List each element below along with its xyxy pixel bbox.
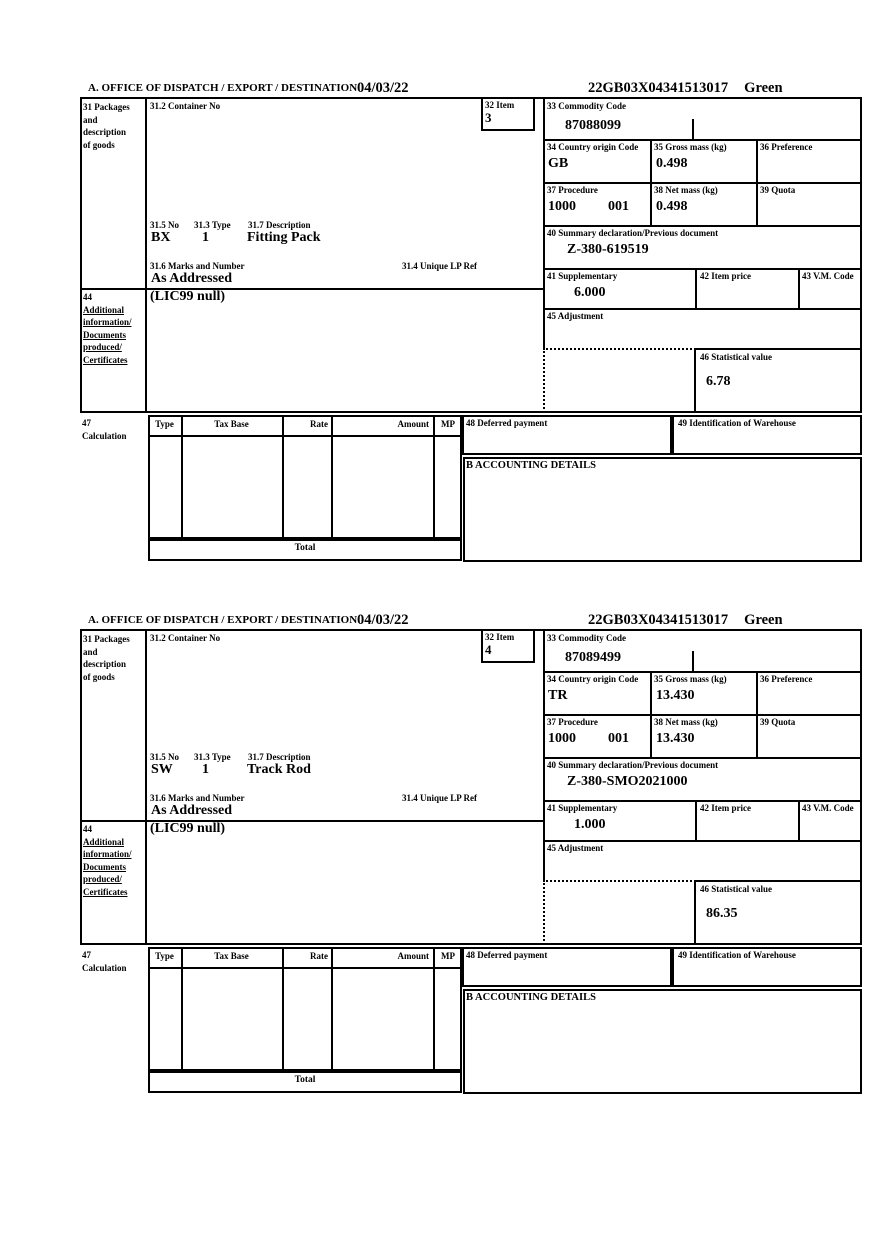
deferred-payment-label: 48 Deferred payment	[466, 950, 548, 960]
calculation-table-outline	[148, 947, 462, 1071]
warehouse-id-label: 49 Identification of Warehouse	[678, 950, 796, 960]
column-header-amount: Amount	[397, 951, 429, 961]
calculation-header-line	[148, 967, 462, 969]
middle-right-divider-dotted	[543, 348, 545, 413]
procedure-value-2: 001	[608, 731, 629, 746]
package-no-label: 31.5 No	[150, 220, 179, 230]
col42-43-divider	[798, 268, 800, 308]
col42-43-divider	[798, 800, 800, 840]
left-column-divider	[145, 629, 147, 945]
column-header-tax-base: Tax Base	[214, 419, 249, 429]
marks-and-number-value: As Addressed	[151, 271, 233, 286]
item-number-label: 32 Item	[485, 632, 515, 642]
row37-bottom-line	[543, 757, 862, 759]
declaration-date: 04/03/22	[357, 80, 409, 96]
box44-label-line: produced/	[83, 342, 122, 352]
vm-code-label: 43 V.M. Code	[802, 271, 854, 281]
procedure-value-1: 1000	[548, 199, 576, 214]
quota-label: 39 Quota	[760, 717, 796, 727]
item-number-label: 32 Item	[485, 100, 515, 110]
column-header-mp: MP	[441, 951, 455, 961]
accounting-details-label: B ACCOUNTING DETAILS	[466, 460, 596, 471]
item-number-value: 4	[485, 642, 492, 657]
box47-label	[82, 949, 144, 974]
country-origin-value: TR	[548, 688, 568, 703]
commodity-code-subdivider	[692, 119, 694, 139]
type-column-divider	[181, 947, 183, 1071]
supplementary-label: 41 Supplementary	[547, 803, 618, 813]
row41-bottom-line	[543, 840, 862, 842]
box44-label-line: Additional	[83, 836, 125, 847]
commodity-code-label: 33 Commodity Code	[547, 101, 626, 111]
column-header-type: Type	[155, 951, 174, 961]
column-header-amount: Amount	[397, 419, 429, 429]
box31-label-line: and	[83, 114, 98, 125]
middle-right-divider-dotted	[543, 880, 545, 945]
procedure-label: 37 Procedure	[547, 717, 598, 727]
box31-label-line: of goods	[83, 671, 115, 682]
commodity-code-value: 87088099	[565, 118, 621, 133]
left-column-divider	[145, 97, 147, 413]
declaration-date: 04/03/22	[357, 612, 409, 628]
row41-bottom-line	[543, 308, 862, 310]
unique-lp-ref-label: 31.4 Unique LP Ref	[402, 793, 478, 803]
middle-right-divider	[543, 97, 545, 348]
amount-column-divider	[433, 415, 435, 539]
quota-label: 39 Quota	[760, 185, 796, 195]
accounting-details-outline	[463, 989, 862, 1094]
box31-label-line: of goods	[83, 139, 115, 150]
goods-description-value: Fitting Pack	[247, 230, 321, 245]
additional-information-value: (LIC99 null)	[150, 289, 226, 304]
box44-number: 44	[83, 824, 92, 834]
statistical-value-label: 46 Statistical value	[700, 884, 772, 894]
office-of-dispatch-header: A. OFFICE OF DISPATCH / EXPORT / DESTINATION	[88, 614, 358, 626]
box33-bottom-line	[543, 139, 862, 141]
gross-mass-label: 35 Gross mass (kg)	[654, 674, 727, 684]
box44-label-line: Certificates	[83, 354, 128, 365]
adjustment-label: 45 Adjustment	[547, 311, 604, 321]
box44-label-line: produced/	[83, 874, 122, 884]
row34-bottom-line	[543, 714, 862, 716]
supplementary-value: 1.000	[574, 817, 606, 832]
package-type-value: 1	[202, 762, 209, 777]
container-no-label: 31.2 Container No	[150, 633, 221, 643]
accounting-details-label: B ACCOUNTING DETAILS	[466, 992, 596, 1003]
marks-and-number-label: 31.6 Marks and Number	[150, 261, 245, 271]
type-column-divider	[181, 415, 183, 539]
mrn-value: 22GB03X04341513017	[588, 612, 729, 628]
box47-number: 47	[82, 950, 91, 960]
supplementary-label: 41 Supplementary	[547, 271, 618, 281]
statistical-value: 86.35	[706, 906, 738, 921]
mrn-value: 22GB03X04341513017	[588, 80, 729, 96]
supplementary-value: 6.000	[574, 285, 606, 300]
package-no-value: SW	[151, 762, 173, 777]
warehouse-id-label: 49 Identification of Warehouse	[678, 418, 796, 428]
col34-35-divider	[650, 139, 652, 225]
box45-bottom-dotted-line	[543, 880, 696, 882]
marks-and-number-value: As Addressed	[151, 803, 233, 818]
gross-mass-label: 35 Gross mass (kg)	[654, 142, 727, 152]
deferred-payment-label: 48 Deferred payment	[466, 418, 548, 428]
reference-header	[588, 612, 783, 628]
box45-bottom-dotted-line	[543, 348, 696, 350]
item-price-label: 42 Item price	[700, 271, 751, 281]
container-no-label: 31.2 Container No	[150, 101, 221, 111]
box31-label-line: 31 Packages	[83, 634, 130, 644]
box44-label-line: Additional	[83, 304, 125, 315]
package-no-label: 31.5 No	[150, 752, 179, 762]
box44-label-line: Documents	[83, 329, 126, 340]
box44-label-line: Certificates	[83, 886, 128, 897]
total-label: Total	[294, 1075, 316, 1085]
box31-label	[83, 633, 143, 683]
additional-information-value: (LIC99 null)	[150, 821, 226, 836]
taxbase-column-divider	[282, 947, 284, 1071]
goods-description-label: 31.7 Description	[248, 220, 311, 230]
box31-label-line: description	[83, 127, 127, 137]
box44-label	[83, 291, 145, 366]
box44-label-line: information/	[83, 849, 132, 859]
accounting-details-outline	[463, 457, 862, 562]
commodity-code-label: 33 Commodity Code	[547, 633, 626, 643]
box47-label-line: Calculation	[82, 430, 127, 441]
rate-column-divider	[331, 415, 333, 539]
routing-status: Green	[744, 612, 783, 628]
box31-label	[83, 101, 143, 151]
col41-42-divider	[695, 268, 697, 308]
previous-document-value: Z-380-619519	[567, 242, 649, 257]
box40-bottom-line	[543, 800, 862, 802]
col41-42-divider	[695, 800, 697, 840]
customs-declaration-item-form	[80, 612, 862, 1095]
rate-column-divider	[331, 947, 333, 1071]
column-header-mp: MP	[441, 419, 455, 429]
box31-label-line: and	[83, 646, 98, 657]
col34-35-divider	[650, 671, 652, 757]
column-header-rate: Rate	[310, 951, 328, 961]
column-header-tax-base: Tax Base	[214, 951, 249, 961]
net-mass-label: 38 Net mass (kg)	[654, 185, 718, 195]
procedure-value-2: 001	[608, 199, 629, 214]
office-of-dispatch-header: A. OFFICE OF DISPATCH / EXPORT / DESTINATION	[88, 82, 358, 94]
box47-number: 47	[82, 418, 91, 428]
statistical-value: 6.78	[706, 374, 731, 389]
column-header-type: Type	[155, 419, 174, 429]
reference-header	[588, 80, 783, 96]
item-price-label: 42 Item price	[700, 803, 751, 813]
row34-bottom-line	[543, 182, 862, 184]
statistical-value-label: 46 Statistical value	[700, 352, 772, 362]
package-type-value: 1	[202, 230, 209, 245]
summary-declaration-label: 40 Summary declaration/Previous document	[547, 228, 719, 238]
box44-label-line: information/	[83, 317, 132, 327]
item-number-value: 3	[485, 110, 492, 125]
package-no-value: BX	[151, 230, 171, 245]
package-type-label: 31.3 Type	[194, 220, 231, 230]
box31-label-line: description	[83, 659, 127, 669]
package-type-label: 31.3 Type	[194, 752, 231, 762]
gross-mass-value: 13.430	[656, 688, 695, 703]
unique-lp-ref-label: 31.4 Unique LP Ref	[402, 261, 478, 271]
box44-number: 44	[83, 292, 92, 302]
col35-36-divider	[756, 139, 758, 225]
vm-code-label: 43 V.M. Code	[802, 803, 854, 813]
column-header-rate: Rate	[310, 419, 328, 429]
amount-column-divider	[433, 947, 435, 1071]
goods-description-label: 31.7 Description	[248, 752, 311, 762]
calculation-table-outline	[148, 415, 462, 539]
country-origin-label: 34 Country origin Code	[547, 142, 639, 152]
procedure-label: 37 Procedure	[547, 185, 598, 195]
middle-right-divider	[543, 629, 545, 880]
procedure-value-1: 1000	[548, 731, 576, 746]
calculation-header-line	[148, 435, 462, 437]
box33-bottom-line	[543, 671, 862, 673]
customs-declaration-item-form	[80, 80, 862, 563]
routing-status: Green	[744, 80, 783, 96]
box44-label-line: Documents	[83, 861, 126, 872]
preference-label: 36 Preference	[760, 674, 813, 684]
box47-label	[82, 417, 144, 442]
box31-label-line: 31 Packages	[83, 102, 130, 112]
total-label: Total	[294, 543, 316, 553]
commodity-code-subdivider	[692, 651, 694, 671]
preference-label: 36 Preference	[760, 142, 813, 152]
country-origin-value: GB	[548, 156, 569, 171]
box47-label-line: Calculation	[82, 962, 127, 973]
adjustment-label: 45 Adjustment	[547, 843, 604, 853]
gross-mass-value: 0.498	[656, 156, 688, 171]
net-mass-value: 0.498	[656, 199, 688, 214]
net-mass-value: 13.430	[656, 731, 695, 746]
taxbase-column-divider	[282, 415, 284, 539]
summary-declaration-label: 40 Summary declaration/Previous document	[547, 760, 719, 770]
col35-36-divider	[756, 671, 758, 757]
commodity-code-value: 87089499	[565, 650, 621, 665]
previous-document-value: Z-380-SMO2021000	[567, 774, 688, 789]
marks-and-number-label: 31.6 Marks and Number	[150, 793, 245, 803]
country-origin-label: 34 Country origin Code	[547, 674, 639, 684]
box44-label	[83, 823, 145, 898]
net-mass-label: 38 Net mass (kg)	[654, 717, 718, 727]
box40-bottom-line	[543, 268, 862, 270]
row37-bottom-line	[543, 225, 862, 227]
goods-description-value: Track Rod	[247, 762, 311, 777]
